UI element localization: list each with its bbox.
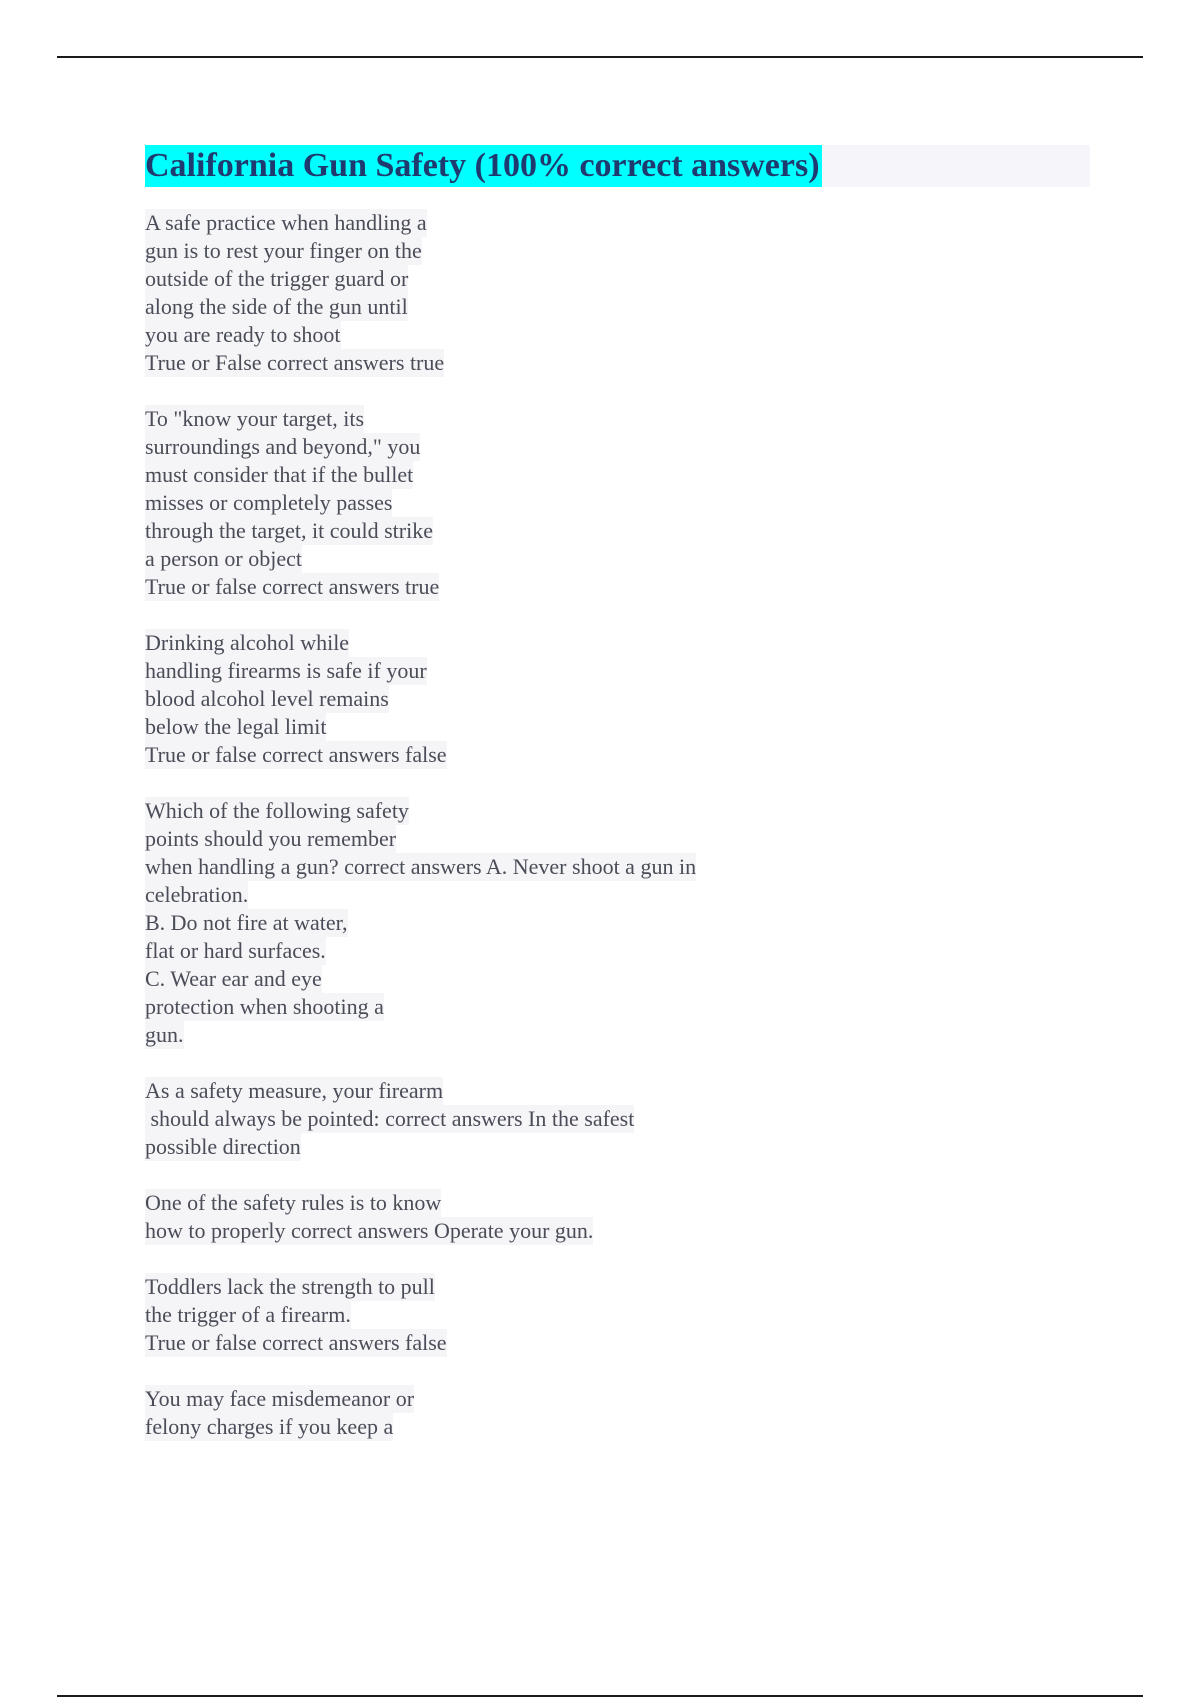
qa-line: You may face misdemeanor or	[145, 1386, 415, 1411]
qa-line: when handling a gun? correct answers A. Never shoot a gun in	[145, 854, 697, 879]
qa-line: surroundings and beyond," you	[145, 434, 421, 459]
bottom-rule	[57, 1695, 1143, 1697]
qa-line: B. Do not fire at water,	[145, 910, 348, 935]
qa-line: outside of the trigger guard or	[145, 266, 409, 291]
qa-line: points should you remember	[145, 826, 397, 851]
qa-line: should always be pointed: correct answers In the safest	[145, 1106, 635, 1131]
qa-line: A safe practice when handling a	[145, 210, 427, 235]
qa-item	[145, 629, 1090, 769]
qa-line: blood alcohol level remains	[145, 686, 389, 711]
qa-line: True or False correct answers true	[145, 350, 445, 375]
qa-line: True or false correct answers false	[145, 1330, 447, 1355]
qa-line: must consider that if the bullet	[145, 462, 414, 487]
qa-line: below the legal limit	[145, 714, 327, 739]
qa-line: through the target, it could strike	[145, 518, 433, 543]
qa-line: Which of the following safety	[145, 798, 409, 823]
qa-list	[145, 209, 1090, 1441]
qa-item	[145, 1077, 1090, 1161]
qa-line: Toddlers lack the strength to pull	[145, 1274, 435, 1299]
qa-line: True or false correct answers true	[145, 574, 440, 599]
document-body	[145, 145, 1090, 1469]
qa-item	[145, 1189, 1090, 1245]
qa-line: felony charges if you keep a	[145, 1414, 394, 1439]
qa-line: gun is to rest your finger on the	[145, 238, 422, 263]
qa-item	[145, 405, 1090, 601]
qa-line: the trigger of a firearm.	[145, 1302, 351, 1327]
qa-item	[145, 209, 1090, 377]
qa-line: To "know your target, its	[145, 406, 365, 431]
qa-line: a person or object	[145, 546, 302, 571]
title-band	[145, 145, 1090, 187]
qa-item	[145, 1385, 1090, 1441]
qa-line: Drinking alcohol while	[145, 630, 350, 655]
top-rule	[57, 56, 1143, 58]
qa-line: handling firearms is safe if your	[145, 658, 427, 683]
qa-line: misses or completely passes	[145, 490, 393, 515]
qa-line: how to properly correct answers Operate your gun.	[145, 1218, 594, 1243]
qa-line: celebration.	[145, 882, 249, 907]
qa-line: One of the safety rules is to know	[145, 1190, 442, 1215]
qa-line: C. Wear ear and eye	[145, 966, 322, 991]
qa-line: protection when shooting a	[145, 994, 384, 1019]
qa-line: you are ready to shoot	[145, 322, 341, 347]
qa-line: along the side of the gun until	[145, 294, 408, 319]
qa-item	[145, 797, 1090, 1049]
qa-line: gun.	[145, 1022, 184, 1047]
qa-line: flat or hard surfaces.	[145, 938, 326, 963]
qa-item	[145, 1273, 1090, 1357]
qa-line: As a safety measure, your firearm	[145, 1078, 444, 1103]
qa-line: possible direction	[145, 1134, 301, 1159]
document-title: California Gun Safety (100% correct answers)	[145, 145, 822, 187]
qa-line: True or false correct answers false	[145, 742, 447, 767]
